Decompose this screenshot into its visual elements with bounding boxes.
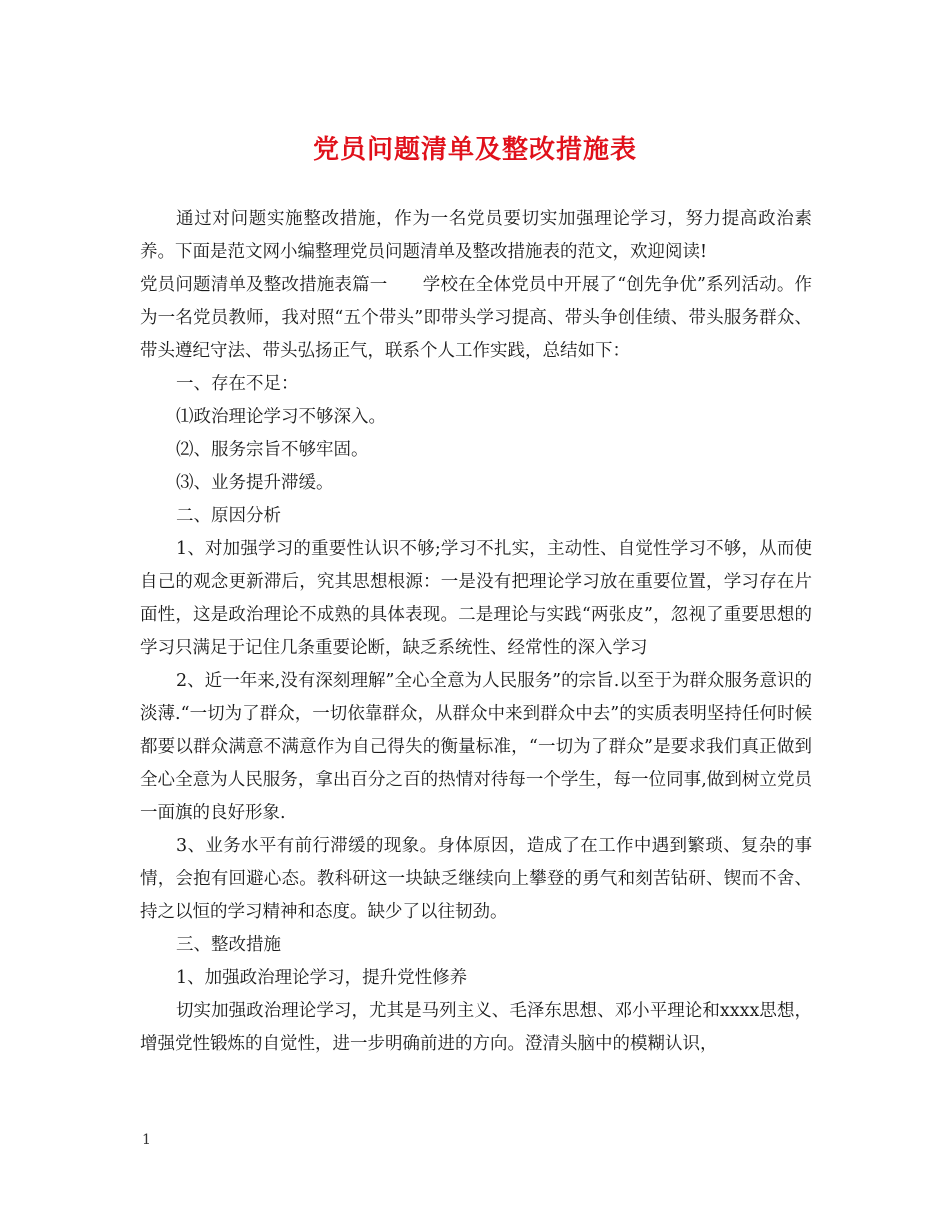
document-body: [140, 203, 812, 1061]
list-item-shortcoming-2: ⑵、服务宗旨不够牢固。: [176, 440, 369, 460]
list-item-shortcoming-1: ⑴政治理论学习不够深入。: [176, 407, 386, 427]
paragraph-rectification-1: 切实加强政治理论学习，尤其是马列主义、毛泽东思想、邓小平理论和xxxx思想，增强党性锻炼的自觉性，进一步明确前进的方向。澄清头脑中的模糊认识，: [140, 1001, 812, 1054]
heading-shortcomings: 一、存在不足：: [176, 374, 299, 394]
paragraph-cause-2: 2、近一年来,没有深刻理解”全心全意为人民服务”的宗旨.以至于为群众服务意识的淡薄.“一切为了群众，一切依靠群众，从群众中来到群众中去”的实质表明坚持任何时候都要以群众满意不满意作为自己得失的衡量标准，“一切为了群众”是要求我们真正做到全心全意为人民服务，拿出百分之百的热情对待每一个学生，每一位同事,做到树立党员一面旗的良好形象.: [140, 671, 812, 823]
paragraph-cause-1: 1、对加强学习的重要性认识不够;学习不扎实，主动性、自觉性学习不够，从而使自己的观念更新滞后，究其思想根源：一是没有把理论学习放在重要位置，学习存在片面性，这是政治理论不成熟的具体表现。二是理论与实践“两张皮”，忽视了重要思想的学习只满足于记住几条重要论断，缺乏系统性、经常性的深入学习: [140, 539, 812, 658]
paragraph-cause-3: 3、业务水平有前行滞缓的现象。身体原因，造成了在工作中遇到繁琐、复杂的事情，会抱有回避心态。教科研这一块缺乏继续向上攀登的勇气和刻苦钻研、锲而不舍、持之以恒的学习精神和态度。缺少了以往韧劲。: [140, 836, 812, 922]
paragraph-section-one-intro: 党员问题清单及整改措施表篇一 学校在全体党员中开展了“创先争优”系列活动。作为一名党员教师，我对照“五个带头”即带头学习提高、带头争创佳绩、带头服务群众、带头遵纪守法、带头弘扬正气，联系个人工作实践，总结如下：: [140, 275, 812, 361]
heading-cause-analysis: 二、原因分析: [176, 506, 281, 526]
subheading-rectification-1: 1、加强政治理论学习，提升党性修养: [176, 968, 468, 988]
page-number: 1: [142, 1132, 151, 1148]
paragraph-intro: 通过对问题实施整改措施，作为一名党员要切实加强理论学习，努力提高政治素养。下面是范文网小编整理党员问题清单及整改措施表的范文，欢迎阅读!: [140, 209, 812, 262]
heading-rectification: 三、整改措施: [176, 935, 281, 955]
document-title: 党员问题清单及整改措施表: [312, 135, 637, 165]
list-item-shortcoming-3: ⑶、业务提升滞缓。: [176, 473, 334, 493]
